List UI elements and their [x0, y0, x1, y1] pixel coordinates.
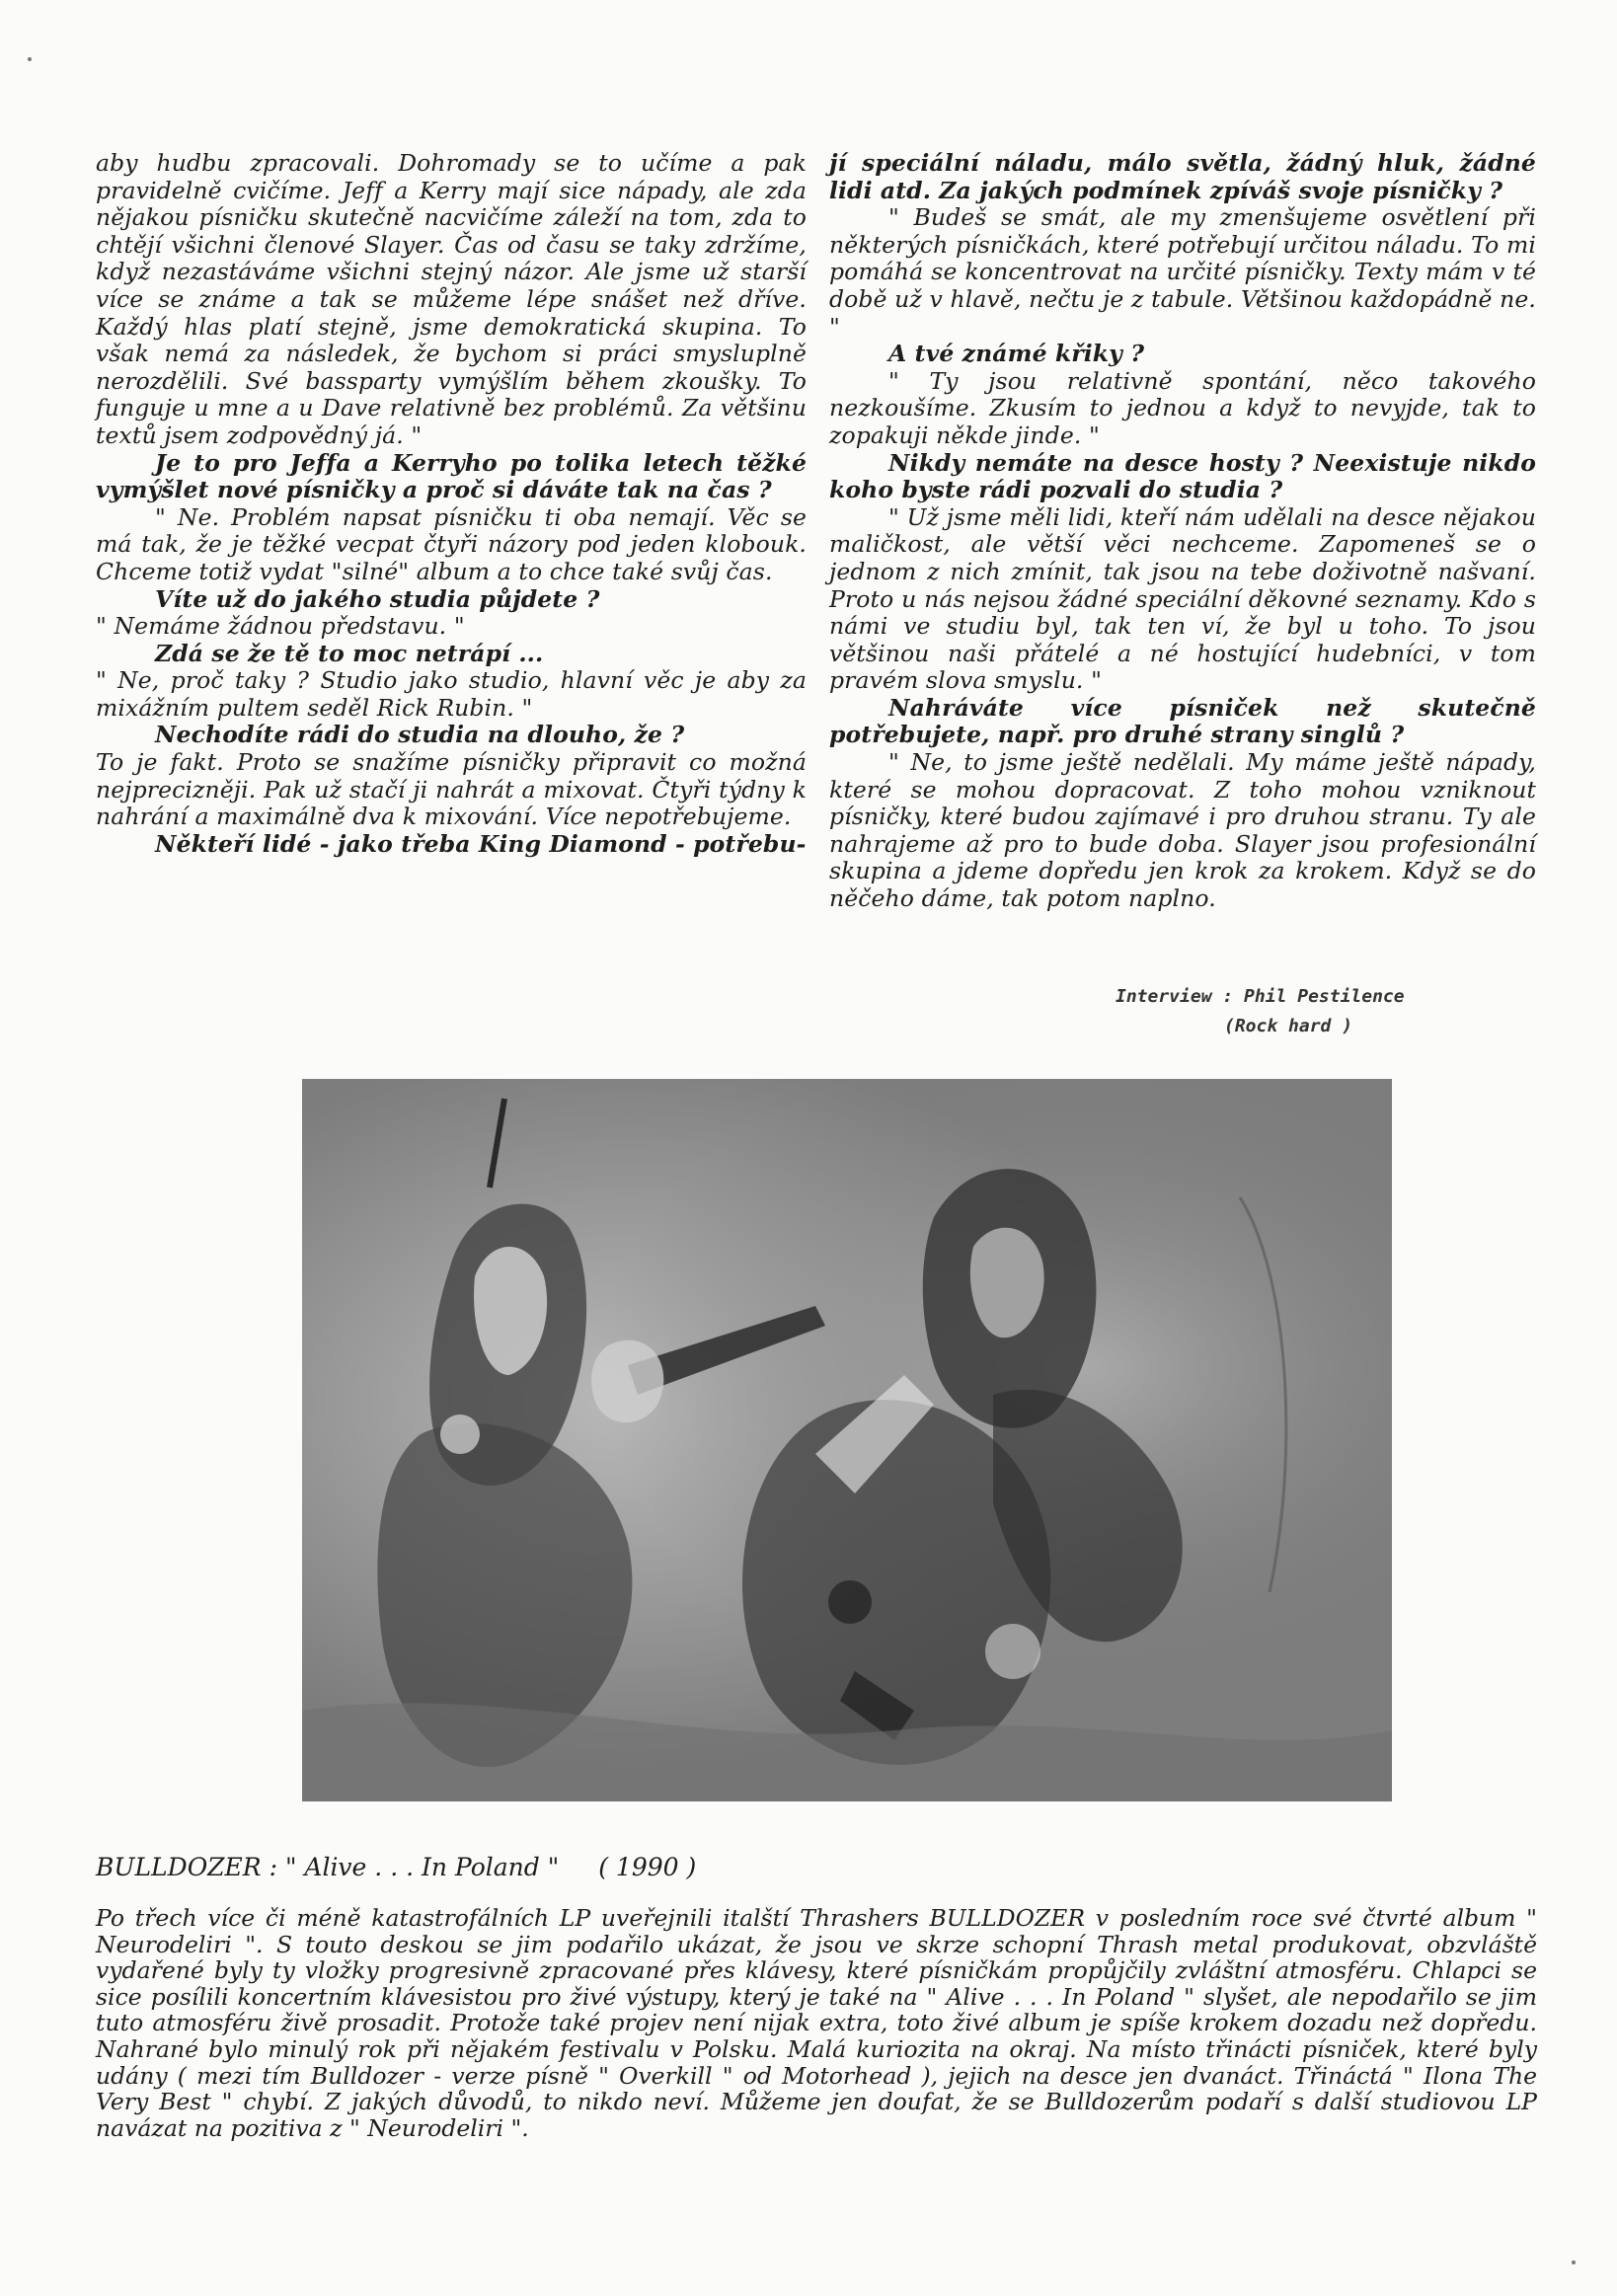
right-column	[829, 150, 1536, 913]
band-live-photo	[302, 1079, 1392, 1801]
interview-question: Někteří lidé - jako třeba King Diamond - potřebu-	[155, 829, 807, 858]
credit-source: (Rock hard )	[1224, 1016, 1353, 1036]
interview-question: Nechodíte rádi do studia na dlouho, že ?	[155, 721, 685, 749]
review-title: BULLDOZER : " Alive . . . In Poland "	[96, 1853, 560, 1881]
interview-question: A tvé známé křiky ?	[888, 340, 1145, 368]
review-year: ( 1990 )	[598, 1853, 697, 1881]
photo-illustration	[302, 1079, 1392, 1801]
review-heading	[96, 1853, 1083, 1882]
answer-paragraph: " Nemáme žádnou představu. "	[96, 612, 465, 641]
answer-paragraph: " Ne, to jsme ještě nedělali. My máme ještě nápady, které se mohou dopracovat. Z toho mohou vzniknout písničky, které budou zajímavé i pro druhou stranu. Ty ale nahrajeme až pro to bude doba. Slayer jsou profesionální skupina a jdeme dopředu jen krok za krokem. Když se do něčeho dáme, tak potom naplno.	[829, 748, 1536, 913]
answer-paragraph: " Už jsme měli lidi, kteří nám udělali na desce nějakou maličkost, ale větší věci nechceme. Zapomeneš se o jednom z nich zmínit, tak jsou na tebe doživotně našvaní. Proto u nás nejsou žádné speciální děkovné seznamy. Kdo s námi ve studiu byl, tak ten ví, že byl u toho. To jsou většinou naši přátelé a né hostující hudebníci, v tom pravém slova smyslu. "	[829, 502, 1536, 695]
interview-question: Nikdy nemáte na desce hosty ? Neexistuje nikdo koho byste rádi pozvali do studia ?	[829, 448, 1536, 504]
credit-author: Interview : Phil Pestilence	[1116, 986, 1405, 1007]
answer-paragraph: " Ty jsou relativně spontání, něco takového nezkoušíme. Zkusím to jednou a když to nevyjde, tak to zopakuji někde jinde. "	[829, 366, 1536, 449]
answer-paragraph: To je fakt. Proto se snažíme písničky připravit co možná nejprecizněji. Pak už stačí ji nahrát a mixovat. Čtyři týdny k nahrání a maximálně dva k mixování. Více nepotřebujeme.	[96, 748, 807, 831]
interview-question: Víte už do jakého studia půjdete ?	[155, 584, 600, 613]
answer-paragraph: " Ne, proč taky ? Studio jako studio, hlavní věc je aby za mixážním pultem seděl Rick Rubin. "	[96, 666, 807, 722]
interview-question: Zdá se že tě to moc netrápí ...	[155, 639, 544, 667]
answer-paragraph: " Ne. Problém napsat písničku ti oba nemají. Věc se má tak, že je těžké vecpat čtyři názory pod jeden klobouk. Chceme totiž vydat "silné" album a to chce také svůj čas.	[96, 502, 807, 585]
review-body: Po třech více či méně katastrofálních LP uveřejnili italští Thrashers BULLDOZER v posledním roce své čtvrté album " Neurodeliri ". S touto deskou se jim podařilo ukázat, že jsou ve skrze schopní Thrash metal produkovat, obzvláště vydařené byly ty vložky progresivně zpracované přes klávesy, které písničkám propůjčily zvláštní atmosféru. Chlapci se sice posílili koncertním klávesistou pro živé výstupy, který je také na " Alive . . . In Poland " slyšet, ale nepodařilo se jim tuto atmosféru živě prosadit. Protože také projev není nijak extra, toto živé album je spíše krokem dozadu než dopředu. Nahrané bylo minulý rok při nějakém festivalu v Polsku. Malá kuriozita na okraj. Na místo třinácti písniček, které byly udány ( mezi tím Bulldozer - verze písně " Overkill " od Motorhead ), jejich na desce jen dvanáct. Třináctá " Ilona The Very Best " chybí. Z jakých důvodů, to nikdo neví. Můžeme jen doufat, že se Bulldozerům podaří s další studiovou LP navázat na pozitiva z " Neurodeliri ".	[96, 1904, 1537, 2142]
interview-question: Je to pro Jeffa a Kerryho po tolika letech těžké vymýšlet nové písničky a proč si dáváte tak na čas ?	[96, 448, 807, 504]
interview-credit	[1116, 982, 1550, 1041]
answer-paragraph: " Budeš se smát, ale my zmenšujeme osvětlení při některých písničkách, které potřebují určitou náladu. To mi pomáhá se koncentrovat na určité písničky. Texty mám v té době už v hlavě, nečtu je z tabule. Většinou každopádně ne. "	[829, 203, 1536, 341]
left-column	[96, 150, 807, 858]
paper-speck	[28, 57, 32, 61]
answer-paragraph: aby hudbu zpracovali. Dohromady se to učíme a pak pravidelně cvičíme. Jeff a Kerry mají sice nápady, ale zda nějakou písničku skutečně nacvičíme záleží na tom, zda to chtějí všichni členové Slayer. Čas od času se taky zdržíme, když nezastáváme všichni stejný názor. Ale jsme už starší více se známe a tak se můžeme lépe snášet než dříve. Každý hlas platí stejně, jsme demokratická skupina. To však nemá za následek, že bychom si práci smysluplně nerozdělili. Své bassparty vymýšlím během zkoušky. To funguje u mne a u Dave relativně bez problémů. Za většinu textů jsem zodpovědný já. "	[96, 149, 807, 449]
interview-question: Nahráváte více písniček než skutečně potřebujete, např. pro druhé strany singlů ?	[829, 693, 1536, 749]
paper-speck	[1572, 2260, 1576, 2264]
interview-question: jí speciální náladu, málo světla, žádný hluk, žádné lidi atd. Za jakých podmínek zpíváš svoje písničky ?	[829, 149, 1536, 204]
